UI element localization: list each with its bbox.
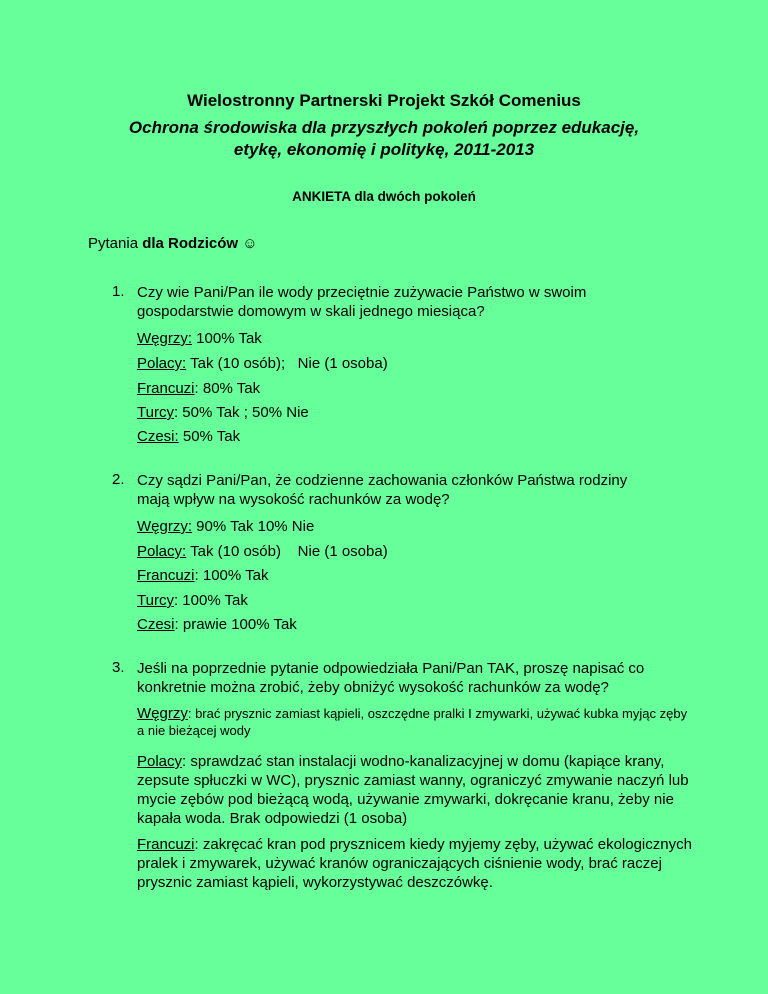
question-1-line-2: gospodarstwie domowym w skali jednego miesiąca? xyxy=(137,303,485,320)
answer-row xyxy=(137,355,388,372)
answer-country: Turcy xyxy=(137,404,174,421)
answer-row xyxy=(137,404,309,421)
question-3-number: 3. xyxy=(112,659,125,676)
answer-text: 50% Tak xyxy=(178,428,241,445)
intro-prefix: Pytania xyxy=(88,235,143,252)
question-3-text xyxy=(137,659,697,697)
question-2-number: 2. xyxy=(112,471,125,488)
answer-country: Węgrzy xyxy=(137,705,188,722)
answer-country: Czesi: xyxy=(137,428,179,445)
intro-line xyxy=(88,235,258,252)
answer-country: Węgrzy: xyxy=(137,518,193,535)
answer-text: : brać prysznic zamiast kąpieli, oszczędne pralki I zmywarki, używać kubka myjąc zęby a nie bieżącej wody xyxy=(137,706,688,738)
answer-text: : 80% Tak xyxy=(194,380,261,397)
answer-row xyxy=(137,543,388,560)
answer-row xyxy=(137,616,297,633)
answer-paragraph xyxy=(137,752,697,828)
answer-row xyxy=(137,330,262,347)
question-1-number: 1. xyxy=(112,283,125,300)
subtitle-line-2: etykę, ekonomię i politykę, 2011-2013 xyxy=(233,140,535,159)
answer-row xyxy=(137,567,268,584)
answer-text: : sprawdzać stan instalacji wodno-kanalizacyjnej w domu (kapiące krany, zepsute spłuczki w WC), prysznic zamiast wanny, ograniczyć zmywanie naczyń lub mycie zębów pod bieżącą wodą, używanie zmywarki, dokręcanie kranu, żeby nie kapała woda. Brak odpowiedzi (1 osoba) xyxy=(137,753,689,827)
answer-row xyxy=(137,380,260,397)
answer-country: Francuzi xyxy=(137,380,195,397)
answer-row xyxy=(137,518,314,535)
answer-row xyxy=(137,592,248,609)
answer-country: Polacy xyxy=(137,753,183,770)
subtitle-line-1: Ochrona środowiska dla przyszłych pokoleń poprzez edukację, xyxy=(128,118,640,137)
answer-country: Polacy: xyxy=(137,543,187,560)
answer-country: Francuzi xyxy=(137,567,195,584)
answer-country: Węgrzy: xyxy=(137,330,193,347)
answer-country: Polacy: xyxy=(137,355,187,372)
survey-title: ANKIETA dla dwóch pokoleń xyxy=(292,189,476,204)
project-title: Wielostronny Partnerski Projekt Szkół Comenius xyxy=(187,91,581,110)
answer-row xyxy=(137,428,240,445)
question-1-text xyxy=(137,283,697,321)
project-subtitle xyxy=(0,117,768,161)
answer-text: : 100% Tak xyxy=(194,567,269,584)
question-2-line-1: Czy sądzi Pani/Pan, że codzienne zachowania członków Państwa rodziny xyxy=(137,472,628,489)
smiley-icon: ☺ xyxy=(238,235,258,252)
question-3-line-1: Jeśli na poprzednie pytanie odpowiedziała Pani/Pan TAK, proszę napisać co xyxy=(137,660,645,677)
question-3-line-2: konkretnie można zrobić, żeby obniżyć wysokość rachunków za wodę? xyxy=(137,679,609,696)
answer-text: Tak (10 osób); Nie (1 osoba) xyxy=(186,355,388,372)
answer-country: Czesi xyxy=(137,616,175,633)
answer-text: : zakręcać kran pod prysznicem kiedy myjemy zęby, używać ekologicznych pralek i zmywarek, używać kranów ograniczających ciśnienie wody, brać raczej prysznic zamiast kąpieli, wykorzystywać deszczówkę. xyxy=(137,836,692,891)
answer-text: : prawie 100% Tak xyxy=(174,616,297,633)
question-1-line-1: Czy wie Pani/Pan ile wody przeciętnie zużywacie Państwo w swoim xyxy=(137,284,587,301)
question-2-line-2: mają wpływ na wysokość rachunków za wodę? xyxy=(137,491,450,508)
answer-country: Francuzi xyxy=(137,836,195,853)
answer-text: : 100% Tak xyxy=(173,592,248,609)
answer-country: Turcy xyxy=(137,592,174,609)
question-2-text xyxy=(137,471,697,509)
answer-text: 100% Tak xyxy=(192,330,262,347)
answer-paragraph xyxy=(137,705,697,739)
answer-text: 90% Tak 10% Nie xyxy=(192,518,315,535)
answer-text: : 50% Tak ; 50% Nie xyxy=(173,404,309,421)
answer-paragraph xyxy=(137,835,697,892)
intro-bold: dla Rodziców xyxy=(142,235,239,252)
answer-text: Tak (10 osób) Nie (1 osoba) xyxy=(186,543,388,560)
